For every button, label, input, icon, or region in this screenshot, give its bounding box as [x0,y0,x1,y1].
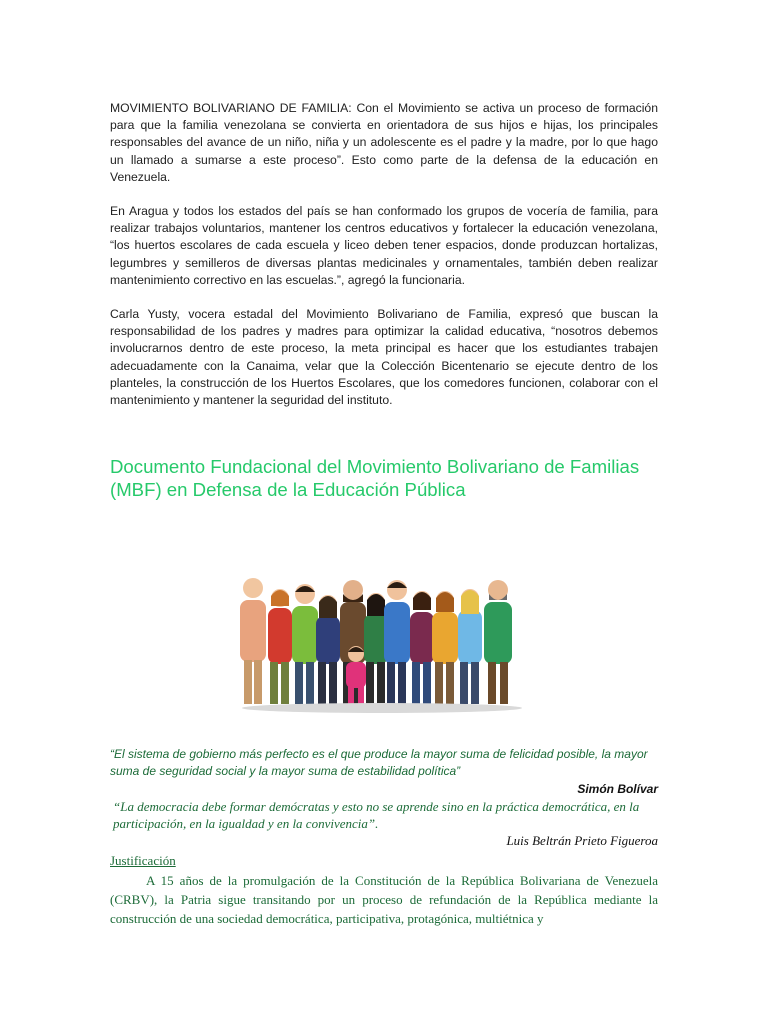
quote-prieto-text: “La democracia debe formar demócratas y esto no se aprende sino en la práctica democrática, en la participación, en la igualdad y en la convivencia”. [113,799,640,831]
person-1 [240,578,266,704]
person-4 [316,595,340,704]
justificacion-title: Justificación [110,853,176,868]
quote-bolivar-text: “El sistema de gobierno más perfecto es el que produce la mayor suma de felicidad posible, la mayor suma de seguridad social y la mayor suma de estabilidad política” [110,747,648,778]
justificacion-text: A 15 años de la promulgación de la Constitución de la República Bolivariana de Venezuela (CRBV), la Patria sigue transitando por un proceso de refundación de la República mediante la construcción de una sociedad democrática, participativa, protagónica, multiétnica y [110,873,658,926]
person-9 [432,591,458,704]
quotes-section [110,746,658,928]
document-heading: Documento Fundacional del Movimiento Bolivariano de Familias (MBF) en Defensa de la Educación Pública [110,456,640,501]
quote-bolivar-author: Simón Bolívar [577,782,658,796]
person-10 [458,589,482,704]
article-body [110,100,658,501]
person-3 [292,584,318,704]
person-11 [484,580,512,704]
family-group-illustration [232,572,536,714]
person-7 [384,580,410,704]
paragraph-aragua: En Aragua y todos los estados del país se han conformado los grupos de vocería de familia, para realizar trabajos voluntarios, mantener los centros educativos y fortalecer la educación venezolana, “los huertos escolares de cada escuela y liceo deben tener espacios, donde produzcan hortalizas, legumbres y semilleros de diversas plantas medicinales y ornamentales, también deben realizar mantenimiento correctivo en las escuelas.”, agregó la funcionaria. [110,204,658,287]
person-2 [268,589,292,704]
person-8 [410,591,434,704]
paragraph-carla-yusty: Carla Yusty, vocera estadal del Movimiento Bolivariano de Familia, expresó que buscan la responsabilidad de los padres y madres para optimizar la calidad educativa, “nosotros debemos involucrarnos dentro de este proceso, la meta principal es hacer que los estudiantes trabajen adecuadamente con la Canaima, velar que la Colección Bicentenario se ejecute dentro de los planteles, la construcción de los Huertos Escolares, que los comedores funcionen, colaborar con el mantenimiento y mantener la seguridad del instituto. [110,307,658,408]
paragraph-movimiento: MOVIMIENTO BOLIVARIANO DE FAMILIA: Con el Movimiento se activa un proceso de formación para que la familia venezolana se convierta en orientadora de sus hijos e hijas, los principales responsables del avance de un niño, niña y un adolescente es el padre y la madre, por lo que hago un llamado a sumarse a este proceso”. Esto como parte de la defensa de la educación en Venezuela. [110,101,658,184]
quote-prieto-author: Luis Beltrán Prieto Figueroa [506,833,658,848]
